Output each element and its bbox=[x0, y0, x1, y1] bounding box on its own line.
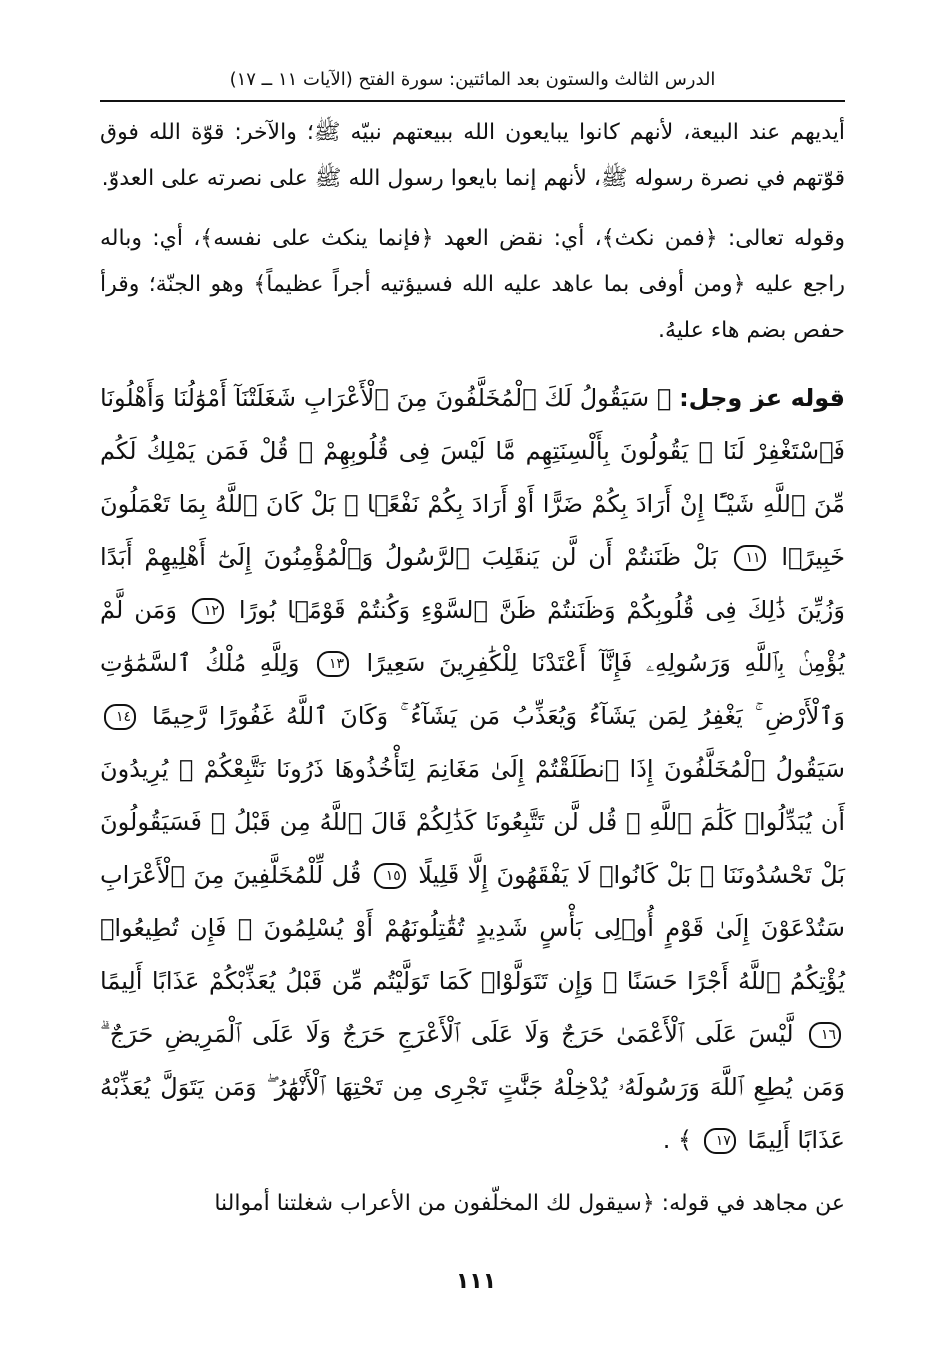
verse-number-16: ١٦ bbox=[809, 1022, 841, 1048]
verse-15: سَيَقُولُ ٱلْمُخَلَّفُونَ إِذَا ٱنطَلَقْتُمْ إِلَىٰ مَغَانِمَ لِتَأْخُذُوهَا ذَرُونَا نَتَّبِعْكُمْ ۖ يُرِيدُونَ أَن يُبَدِّلُوا۟ كَلَٰمَ ٱللَّهِ ۚ قُل لَّن تَتَّبِعُونَا كَذَٰلِكُمْ قَالَ ٱللَّهُ مِن قَبْلُ ۖ فَسَيَقُولُونَ بَلْ تَحْسُدُونَنَا ۚ بَلْ كَانُوا۟ لَا يَفْقَهُونَ إِلَّا قَلِيلًا bbox=[100, 755, 845, 889]
verse-13: وَمَن لَّمْ يُؤْمِنۢ بِٱللَّهِ وَرَسُولِهِۦ فَإِنَّآ أَعْتَدْنَا لِلْكَٰفِرِينَ سَعِيرًا bbox=[100, 596, 845, 677]
paragraph-nakth: وقوله تعالى: ﴿فمن نكث﴾، أي: نقض العهد ﴿فإنما ينكث على نفسه﴾، أي: وباله راجع عليه ﴿ومن أوفى بما عاهد عليه الله فسيؤتيه أجراً عظيماً﴾ وهو الجنّة؛ وقرأ حفص بضم هاء عليهُ. bbox=[100, 226, 845, 343]
paragraph-bay-ah: أيديهم عند البيعة، لأنهم كانوا يبايعون الله ببيعتهم نبيّه ﷺ؛ والآخر: قوّة الله فوق قوّتهم في نصرة رسوله ﷺ، لأنهم إنما بايعوا رسول الله ﷺ على نصرته على العدوّ. bbox=[100, 120, 845, 191]
quran-open-bracket: ﴿ bbox=[656, 384, 672, 412]
verse-14: وَلِلَّهِ مُلْكُ ٱلسَّمَٰوَٰتِ وَٱلْأَرْضِ ۚ يَغْفِرُ لِمَن يَشَآءُ وَيُعَذِّبُ مَن يَشَآءُ ۚ وَكَانَ ٱللَّهُ غَفُورًا رَّحِيمًا bbox=[100, 649, 845, 730]
verse-number-15: ١٥ bbox=[374, 863, 406, 889]
header-divider bbox=[100, 100, 845, 102]
quran-passage bbox=[100, 372, 845, 1167]
paragraph-mujahid: عن مجاهد في قوله: ﴿سيقول لك المخلّفون من الأعراب شغلتنا أموالنا bbox=[214, 1191, 845, 1216]
running-header: الدرس الثالث والستون بعد المائتين: سورة الفتح (الآيات ١١ ــ ١٧) bbox=[229, 69, 716, 90]
verse-16: قُل لِّلْمُخَلَّفِينَ مِنَ ٱلْأَعْرَابِ سَتُدْعَوْنَ إِلَىٰ قَوْمٍ أُو۟لِى بَأْسٍ شَدِيدٍ تُقَٰتِلُونَهُمْ أَوْ يُسْلِمُونَ ۖ فَإِن تُطِيعُوا۟ يُؤْتِكُمُ ٱللَّهُ أَجْرًا حَسَنًا ۖ وَإِن تَتَوَلَّوْا۟ كَمَا تَوَلَّيْتُم مِّن قَبْلُ يُعَذِّبْكُمْ عَذَابًا أَلِيمًا bbox=[100, 861, 845, 995]
quran-intro: قوله عز وجل: bbox=[679, 384, 845, 412]
verse-12: بَلْ ظَنَنتُمْ أَن لَّن يَنقَلِبَ ٱلرَّسُولُ وَٱلْمُؤْمِنُونَ إِلَىٰٓ أَهْلِيهِمْ أَبَدًا وَزُيِّنَ ذَٰلِكَ فِى قُلُوبِكُمْ وَظَنَنتُمْ ظَنَّ ٱلسَّوْءِ وَكُنتُمْ قَوْمًۢا بُورًا bbox=[100, 543, 845, 624]
quran-close-bracket: ﴾ bbox=[678, 1126, 693, 1154]
verse-11: سَيَقُولُ لَكَ ٱلْمُخَلَّفُونَ مِنَ ٱلْأَعْرَابِ شَغَلَتْنَآ أَمْوَٰلُنَا وَأَهْلُونَا فَٱسْتَغْفِرْ لَنَا ۚ يَقُولُونَ بِأَلْسِنَتِهِم مَّا لَيْسَ فِى قُلُوبِهِمْ ۚ قُلْ فَمَن يَمْلِكُ لَكُم مِّنَ ٱللَّهِ شَيْـًٔا إِنْ أَرَادَ بِكُمْ ضَرًّا أَوْ أَرَادَ بِكُمْ نَفْعًۢا ۚ بَلْ كَانَ ٱللَّهُ بِمَا تَعْمَلُونَ خَبِيرًۢا bbox=[100, 384, 845, 571]
verse-17: لَّيْسَ عَلَى ٱلْأَعْمَىٰ حَرَجٌ وَلَا عَلَى ٱلْأَعْرَجِ حَرَجٌ وَلَا عَلَى ٱلْمَرِيضِ حَرَجٌ ۗ وَمَن يُطِعِ ٱللَّهَ وَرَسُولَهُۥ يُدْخِلْهُ جَنَّٰتٍ تَجْرِى مِن تَحْتِهَا ٱلْأَنْهَٰرُ ۖ وَمَن يَتَوَلَّ يُعَذِّبْهُ عَذَابًا أَلِيمًا bbox=[100, 1020, 845, 1154]
verse-number-13: ١٣ bbox=[317, 651, 349, 677]
verse-number-12: ١٢ bbox=[192, 598, 224, 624]
verse-number-14: ١٤ bbox=[104, 704, 136, 730]
quran-final-dot: . bbox=[662, 1126, 671, 1154]
page-number: ١١١ bbox=[455, 1269, 497, 1294]
verse-number-11: ١١ bbox=[734, 545, 766, 571]
verse-number-17: ١٧ bbox=[704, 1128, 736, 1154]
page-body bbox=[100, 110, 845, 1230]
